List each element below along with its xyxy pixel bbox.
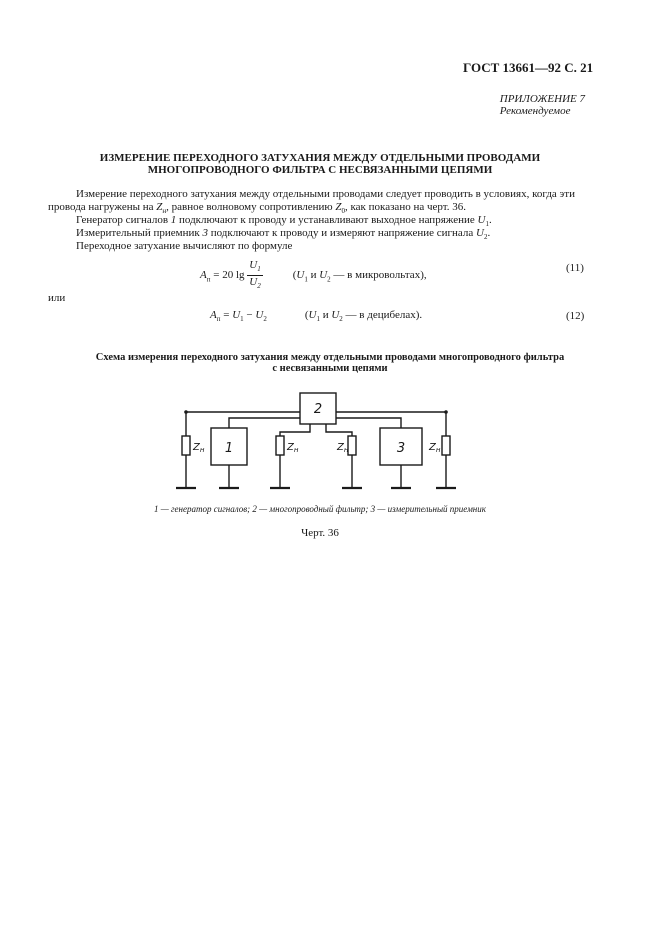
inner-wire-left (229, 418, 300, 428)
filter-block-label: 2 (313, 402, 323, 417)
formula-12-number: (12) (566, 310, 585, 322)
load-left-label: $Z_н$ (193, 442, 205, 454)
section-title-line1: ИЗМЕРЕНИЕ ПЕРЕХОДНОГО ЗАТУХАНИЯ МЕЖДУ ОТДЕЛЬНЫМИ ПРОВОДАМИ (99, 152, 541, 164)
load-center-right-resistor (348, 436, 356, 455)
junction-dot (184, 410, 188, 414)
figure-caption: 1 — генератор сигналов; 2 — многопроводный фильтр; 3 — измерительный приемник (154, 504, 486, 514)
or-word: или (48, 292, 66, 304)
receiver-block-label: 3 (396, 441, 406, 456)
inner-wire-right (336, 418, 401, 428)
filter-wire-left (280, 424, 310, 436)
appendix-label: ПРИЛОЖЕНИЕ 7 (499, 93, 585, 105)
load-right-label: $Z_н$ (429, 442, 441, 454)
load-center-left-resistor (276, 436, 284, 455)
load-left-resistor (182, 436, 190, 455)
formula-11: $A_п = 20$ lg $\frac{U_1}{U_2}$ ($U_1$ и $U_2$ — в микровольтах), (200, 259, 427, 291)
paragraph-3: Измерительный приемник 3 подключают к проводу и измеряют напряжение сигнала $U_2$. (76, 227, 491, 242)
filter-wire-right (326, 424, 352, 436)
schema-title-line1: Схема измерения переходного затухания между отдельными проводами многопроводного фильтра (95, 352, 565, 363)
document-header: ГОСТ 13661—92 С. 21 (463, 60, 594, 75)
formula-12: $A_п = U_1 - U_2$ ($U_1$ и $U_2$ — в децибелах). (210, 309, 423, 324)
paragraph-1-line-1: Измерение переходного затухания между отдельными проводами следует проводить в условиях, когда эти (76, 188, 575, 200)
appendix-status: Рекомендуемое (499, 105, 571, 117)
schema-title-line2: с несвязанными цепями (272, 363, 388, 374)
formula-11-number: (11) (566, 262, 584, 274)
section-title-line2: МНОГОПРОВОДНОГО ФИЛЬТРА С НЕСВЯЗАННЫМИ ЦЕПЯМИ (147, 164, 493, 176)
figure-label: Черт. 36 (301, 527, 339, 539)
load-right-resistor (442, 436, 450, 455)
formula-11-fraction: $\frac{U_1}{U_2}$ (249, 259, 261, 291)
paragraph-2: Генератор сигналов 1 подключают к проводу и устанавливают выходное напряжение $U_1$. (76, 214, 492, 229)
junction-dot (444, 410, 448, 414)
paragraph-1-line-2: провода нагружены на $Z_н$, равное волновому сопротивлению $Z_0$, как показано на черт. 36. (48, 201, 466, 216)
paragraph-4: Переходное затухание вычисляют по формуле (76, 240, 293, 252)
generator-block-label: 1 (224, 441, 234, 456)
load-center-left-label: $Z_н$ (287, 442, 299, 454)
load-center-right-label: $Z_н$ (337, 442, 349, 454)
